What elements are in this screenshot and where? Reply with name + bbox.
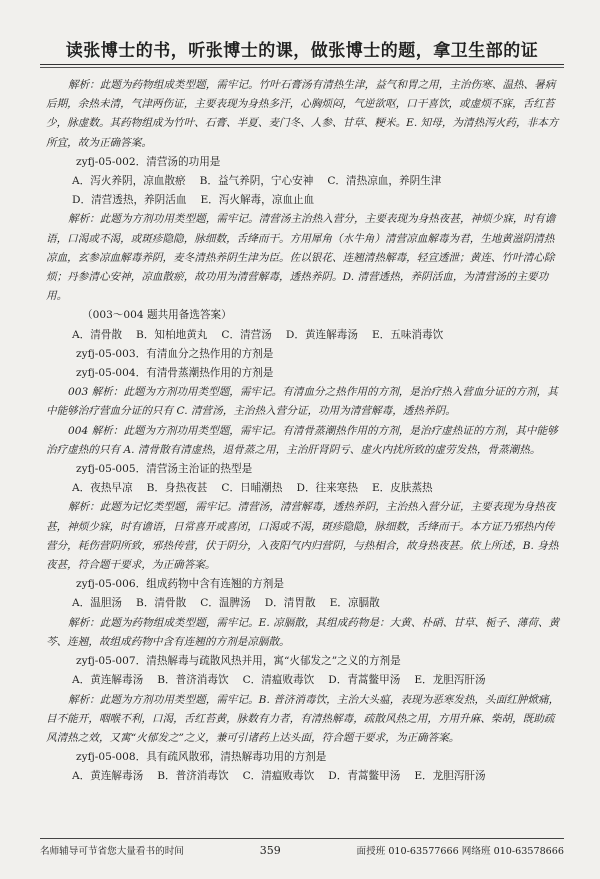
answer-option: E．龙胆泻肝汤 [414, 770, 486, 783]
answer-option: C．清营汤 [221, 328, 272, 341]
answer-analysis: 解析：此题为药物组成类型题，需牢记。E. 凉膈散，其组成药物是：大黄、朴硝、甘草、栀子、薄荷、黄芩、连翘，故组成药物中含有连翘的方剂是凉膈散。 [46, 616, 560, 648]
answer-analysis: 004 解析：此题为方剂功用类型题，需牢记。有清骨蒸潮热作用的方剂，是治疗虚热证的方剂，其中能够治疗虚热的只有 A. 清骨散有清虚热，退骨蒸之用，主治肝肾阴亏、虚火内扰所致的虚劳发热，骨蒸潮热。 [46, 424, 558, 456]
answer-option: E．龙胆泻肝汤 [414, 674, 486, 687]
option-row [46, 191, 564, 210]
question-stem: zyfj-05-002．清营汤的功用是 [76, 155, 221, 168]
answer-option: C．日晡潮热 [221, 482, 283, 495]
answer-option: A．清骨散 [72, 328, 123, 341]
answer-option: D．往来寒热 [296, 482, 358, 495]
question-stem: zyfj-05-003．有清血分之热作用的方剂是 [76, 347, 274, 360]
shared-options-note: （003～004 题共用备选答案） [82, 309, 232, 322]
answer-option: A．温胆汤 [72, 597, 123, 610]
answer-analysis: 解析：此题为记忆类型题，需牢记。清营汤，清营解毒，透热养阴，主治热入营分证，主要表现为身热夜甚，神烦少寐，时有谵语，日常喜开或喜闭，口渴或不渴，斑疹隐隐，脉细数，舌绛而干。本方证乃邪热内传营分，耗伤营阴所致，邪热传营，伏于阴分，入夜阳气内归营阴，与热相合，故身热夜甚。依上所述，B. 身热夜甚，符合题干要求，为正确答案。 [46, 501, 559, 572]
question-stem: zyfj-05-007．清热解毒与疏散风热并用，寓“火郁发之”之义的方剂是 [76, 655, 401, 668]
answer-option: E．皮肤蒸热 [371, 482, 433, 495]
page-footer [40, 838, 564, 857]
answer-option: C．清热凉血，养阴生津 [327, 175, 442, 188]
running-header: 读张博士的书，听张博士的课，做张博士的题，拿卫生部的证 [65, 41, 539, 61]
answer-analysis: 解析：此题为方剂功用类型题，需牢记。清营汤主治热入营分，主要表现为身热夜甚，神烦少寐，时有谵语，口渴或不渴，或斑疹隐隐，脉细数，舌绛而干。方用犀角（水牛角）清营凉血解毒为君，生地黄滋阴清热凉血，玄参凉血解毒养阴，麦冬清热养阴生津为臣。佐以银花、连翘清热解毒，轻宣透泄；黄连、竹叶清心除烦；丹参清心安神，凉血散瘀，故功用为清营解毒，透热养阴。D. 清营透热，养阴活血，为清营汤的主要功用。 [46, 213, 556, 303]
option-row [46, 594, 564, 613]
answer-option: D．青蒿鳖甲汤 [328, 674, 401, 687]
header-rule-thin [40, 67, 564, 68]
header-rule [40, 64, 564, 65]
page-number: 359 [259, 844, 281, 857]
answer-option: B．身热夜甚 [146, 482, 208, 495]
answer-option: B．知柏地黄丸 [136, 328, 208, 341]
answer-option: D．清营透热，养阴活血 [72, 194, 187, 207]
footer-contact: 面授班 010-63577666 网络班 010-63578666 [356, 846, 564, 857]
answer-option: A．夜热早凉 [72, 482, 133, 495]
option-row [46, 479, 564, 498]
answer-analysis: 解析：此题为方剂功用类型题，需牢记。B. 普济消毒饮，主治大头瘟，表现为恶寒发热，头面红肿焮痛，目不能开，咽喉不利，口渴，舌红苔黄，脉数有力者，有清热解毒，疏散风热之用，方用升麻、柴胡，既助疏风清热之效，又寓“火郁发之”之义，兼可引诸药上达头面，符合题干要求，为正确答案。 [46, 693, 560, 744]
answer-option: C．清瘟败毒饮 [242, 674, 315, 687]
footer-slogan: 名师辅导可节省您大量看书的时间 [40, 846, 184, 857]
answer-option: C．温脾汤 [200, 597, 251, 610]
answer-option: C．清瘟败毒饮 [242, 770, 315, 783]
page-content [46, 76, 564, 787]
answer-option: E．五味消毒饮 [371, 328, 444, 341]
option-row [46, 671, 564, 690]
answer-option: D．青蒿鳖甲汤 [328, 770, 401, 783]
answer-option: A．泻火养阴，凉血散瘀 [72, 175, 186, 188]
question-stem: zyfj-05-005．清营汤主治证的热型是 [76, 463, 253, 476]
answer-option: A．黄连解毒汤 [72, 770, 144, 783]
option-row [46, 172, 564, 191]
answer-option: B．清骨散 [136, 597, 187, 610]
answer-option: D．黄连解毒汤 [285, 328, 358, 341]
question-stem: zyfj-05-004．有清骨蒸潮热作用的方剂是 [76, 367, 274, 380]
answer-option: E．凉膈散 [329, 597, 380, 610]
answer-option: B．普济消毒饮 [157, 770, 229, 783]
option-row [46, 326, 564, 345]
answer-option: D．清胃散 [264, 597, 316, 610]
answer-option: A．黄连解毒汤 [72, 674, 144, 687]
answer-option: B．普济消毒饮 [157, 674, 229, 687]
answer-analysis: 解析：此题为药物组成类型题，需牢记。竹叶石膏汤有清热生津，益气和胃之用，主治伤寒、温热、暑病后期，余热未清，气津两伤证，主要表现为身热多汗，心胸烦闷，气逆欲呕，口干喜饮，或虚烦不寐，舌红苔少，脉虚数。其药物组成为竹叶、石膏、半夏、麦门冬、人参、甘草、粳米。E. 知母，为清热泻火药，非本方所宜，故为正确答案。 [46, 79, 559, 149]
option-row [46, 767, 564, 786]
question-stem: zyfj-05-006．组成药物中含有连翘的方剂是 [76, 578, 284, 591]
answer-option: E．泻火解毒，凉血止血 [200, 194, 315, 207]
answer-option: B．益气养阴，宁心安神 [199, 175, 314, 188]
answer-analysis: 003 解析：此题为方剂功用类型题，需牢记。有清血分之热作用的方剂，是治疗热入营血分证的方剂，其中能够治疗营血分证的只有 C. 清营汤，主治热入营分证，功用为清营解毒，透热养阴。 [46, 386, 558, 418]
question-stem: zyfj-05-008．具有疏风散邪，清热解毒功用的方剂是 [76, 751, 327, 764]
